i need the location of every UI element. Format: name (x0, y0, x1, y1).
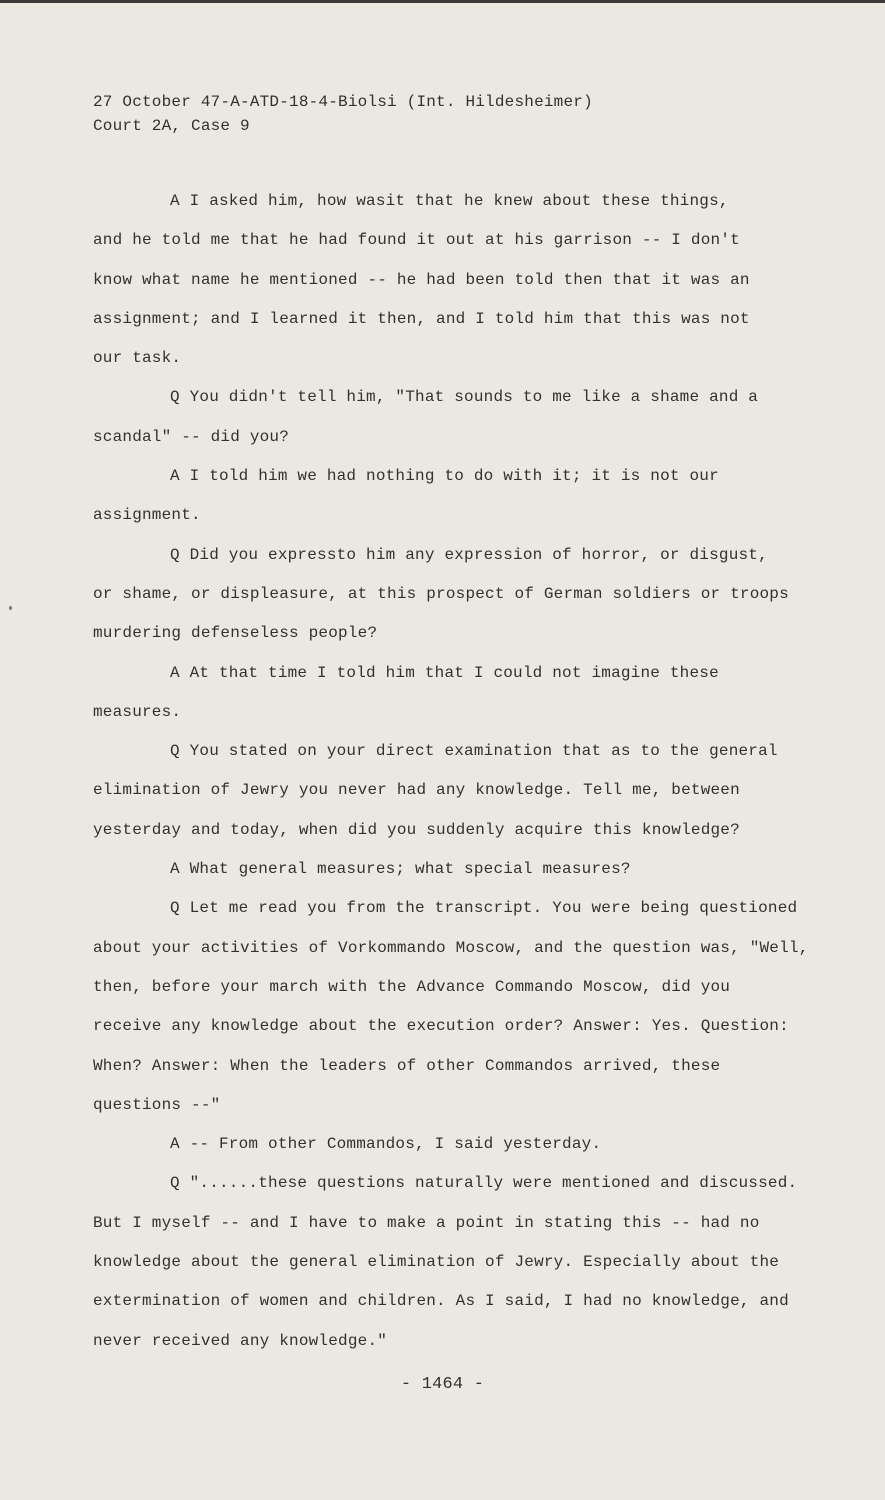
transcript-line: scandal" -- did you? (93, 427, 290, 446)
header-line-1: 27 October 47-A-ATD-18-4-Biolsi (Int. Hildesheimer) (93, 93, 593, 111)
transcript-line: assignment; and I learned it then, and I told him that this was not (93, 309, 750, 328)
transcript-line: Q You didn't tell him, "That sounds to me like a shame and a (170, 388, 759, 407)
transcript-line: receive any knowledge about the execution order? Answer: Yes. Question: (93, 1017, 789, 1036)
transcript-line: murdering defenseless people? (93, 624, 378, 643)
transcript-line: yesterday and today, when did you suddenly acquire this knowledge? (93, 820, 740, 839)
transcript-line: Q You stated on your direct examination that as to the general (170, 742, 778, 761)
transcript-body (93, 186, 813, 1365)
transcript-line: A I asked him, how wasit that he knew about these things, (170, 192, 729, 210)
transcript-line: never received any knowledge." (93, 1331, 388, 1350)
header-line-2: Court 2A, Case 9 (93, 117, 250, 135)
transcript-line: A -- From other Commandos, I said yesterday. (170, 1135, 602, 1154)
paper-speck (9, 606, 12, 610)
page-number: - 1464 - (400, 1375, 485, 1394)
transcript-line: about your activities of Vorkommando Moscow, and the question was, "Well, (93, 938, 809, 957)
transcript-line: A What general measures; what special measures? (170, 860, 631, 879)
transcript-line: When? Answer: When the leaders of other Commandos arrived, these (93, 1056, 721, 1075)
transcript-line: assignment. (93, 506, 201, 525)
document-header (93, 90, 593, 138)
transcript-line: and he told me that he had found it out at his garrison -- I don't (93, 231, 740, 250)
transcript-line: or shame, or displeasure, at this prospect of German soldiers or troops (93, 584, 789, 603)
transcript-line: Q Let me read you from the transcript. You were being questioned (170, 899, 798, 918)
transcript-line: A At that time I told him that I could not imagine these (170, 663, 719, 682)
transcript-line: But I myself -- and I have to make a point in stating this -- had no (93, 1213, 760, 1232)
transcript-line: Q Did you expressto him any expression of horror, or disgust, (170, 545, 768, 564)
transcript-line: A I told him we had nothing to do with it; it is not our (170, 467, 719, 486)
transcript-line: then, before your march with the Advance Commando Moscow, did you (93, 977, 731, 996)
transcript-line: our task. (93, 349, 182, 368)
transcript-line: Q "......these questions naturally were mentioned and discussed. (170, 1174, 798, 1193)
transcript-line: know what name he mentioned -- he had been told then that it was an (93, 270, 750, 289)
transcript-line: elimination of Jewry you never had any knowledge. Tell me, between (93, 781, 740, 800)
transcript-line: knowledge about the general elimination of Jewry. Especially about the (93, 1253, 780, 1272)
transcript-line: extermination of women and children. As I said, I had no knowledge, and (93, 1292, 789, 1311)
transcript-line: questions --" (93, 1095, 221, 1114)
transcript-line: measures. (93, 702, 182, 721)
